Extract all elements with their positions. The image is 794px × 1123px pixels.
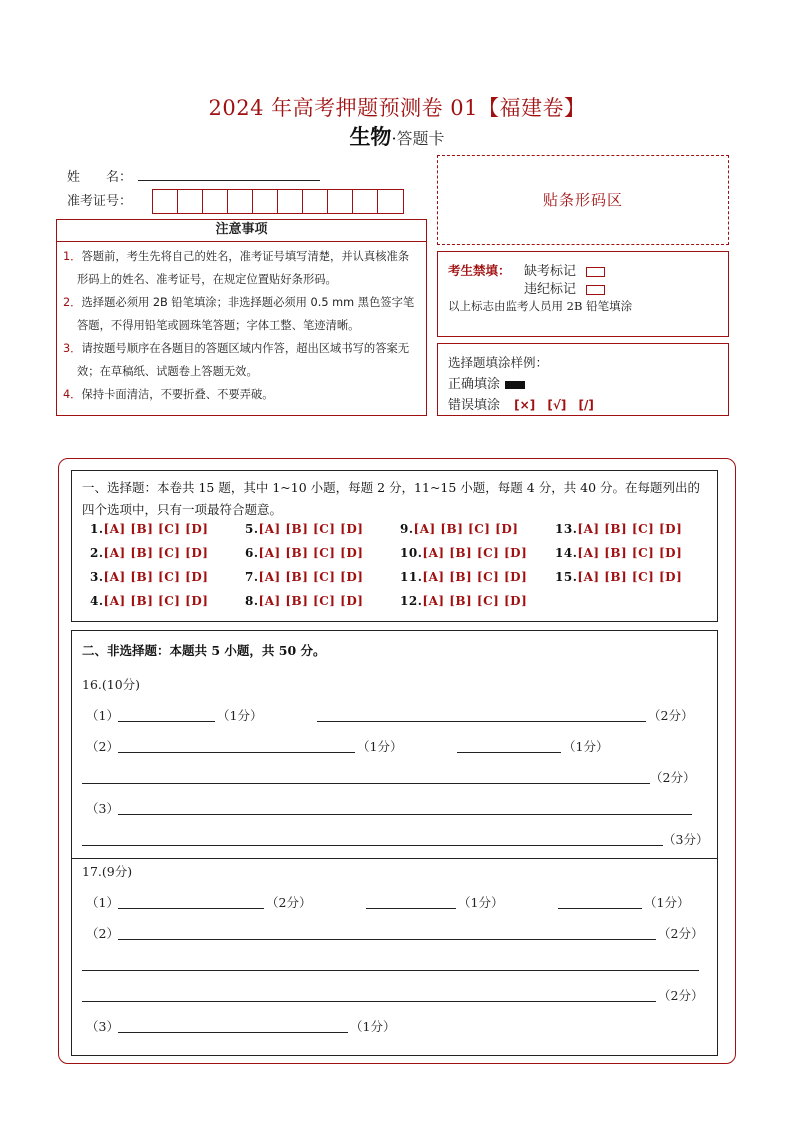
notice-item: 4．保持卡面清洁，不要折叠、不要弄破。 <box>63 388 274 401</box>
violation-mark-row <box>524 278 605 297</box>
q16-part1-label: （1） <box>86 708 119 723</box>
mc-question[interactable]: 9.[A] [B] [C] [D] <box>400 522 519 536</box>
answer-line[interactable] <box>118 908 264 909</box>
id-digit-box[interactable] <box>278 190 303 213</box>
wrong-mark-cross: [×] <box>514 398 536 412</box>
answer-line[interactable] <box>118 939 656 940</box>
answer-line[interactable] <box>82 783 650 784</box>
notice-item: 3．请按题号顺序在各题目的答题区域内作答，超出区域书写的答案无效；在草稿纸、试题卷上答题无效。 <box>63 342 410 378</box>
mc-grid <box>90 522 710 618</box>
mc-question[interactable]: 11.[A] [B] [C] [D] <box>400 570 528 584</box>
answer-line[interactable] <box>82 845 663 846</box>
score-label: （2分） <box>266 895 312 910</box>
mc-question[interactable]: 5.[A] [B] [C] [D] <box>245 522 364 536</box>
question-divider <box>72 858 717 859</box>
mc-question[interactable]: 8.[A] [B] [C] [D] <box>245 594 364 608</box>
mc-question[interactable]: 2.[A] [B] [C] [D] <box>90 546 209 560</box>
prohibition-box <box>437 251 729 337</box>
score-label: （1分） <box>644 895 690 910</box>
mc-question[interactable]: 3.[A] [B] [C] [D] <box>90 570 209 584</box>
card-type: 答题卡 <box>396 129 445 148</box>
section2-box <box>71 630 718 1056</box>
notice-list <box>57 242 426 406</box>
id-digit-box[interactable] <box>253 190 278 213</box>
exam-id-boxes[interactable] <box>152 189 404 214</box>
notice-item: 2．选择题必须用 2B 铅笔填涂；非选择题必须用 0.5 mm 黑色签字笔答题，不得用铅笔或圆珠笔答题；字体工整、笔迹清晰。 <box>63 296 415 332</box>
score-label: （1分） <box>357 739 403 754</box>
q17-part3-label: （3） <box>86 1019 119 1034</box>
absent-checkbox[interactable] <box>586 267 605 277</box>
notice-heading: 注意事项 <box>57 220 426 242</box>
subtitle-separator: · <box>391 129 397 148</box>
section2-title: 二、非选择题：本题共 5 小题，共 50 分。 <box>82 643 326 658</box>
id-digit-box[interactable] <box>153 190 178 213</box>
section1-box <box>71 470 718 622</box>
absent-label: 缺考标记 <box>524 264 577 279</box>
answer-line[interactable] <box>118 721 215 722</box>
wrong-mark-slash: [/] <box>578 398 594 412</box>
q16-part2-label: （2） <box>86 739 119 754</box>
id-label: 准考证号： <box>67 194 133 209</box>
score-label: （2分） <box>648 708 694 723</box>
section1-title: 一、选择题：本卷共 15 题，其中 1~10 小题，每题 2 分，11~15 小题，每题 4 分，共 40 分。在每题列出的四个选项中，只有一项最符合题意。 <box>82 480 701 517</box>
mc-question[interactable]: 15.[A] [B] [C] [D] <box>555 570 683 584</box>
mc-row <box>90 522 710 546</box>
absent-mark-row <box>524 260 605 279</box>
answer-line[interactable] <box>558 908 642 909</box>
name-field[interactable] <box>138 180 320 181</box>
wrong-fill-row <box>448 394 594 413</box>
answer-line[interactable] <box>118 814 692 815</box>
mc-row <box>90 546 710 570</box>
fill-example-box <box>437 343 729 416</box>
barcode-label: 贴条形码区 <box>542 191 623 209</box>
prohibition-label: 考生禁填： <box>448 263 511 278</box>
id-digit-box[interactable] <box>303 190 328 213</box>
score-label: （1分） <box>458 895 504 910</box>
answer-line[interactable] <box>118 1032 348 1033</box>
mc-question[interactable]: 14.[A] [B] [C] [D] <box>555 546 683 560</box>
q17-part2-label: （2） <box>86 926 119 941</box>
mc-row <box>90 594 710 618</box>
correct-fill-label: 正确填涂 <box>448 377 501 392</box>
mc-question[interactable]: 12.[A] [B] [C] [D] <box>400 594 528 608</box>
q17-part1-label: （1） <box>86 895 119 910</box>
score-label: （2分） <box>658 988 704 1003</box>
prohibition-note: 以上标志由监考人员用 2B 铅笔填涂 <box>448 299 633 313</box>
notice-item: 1．答题前，考生先将自己的姓名，准考证号填写清楚，并认真核准条形码上的姓名、准考证号，在规定位置贴好条形码。 <box>63 250 410 286</box>
mc-question[interactable]: 4.[A] [B] [C] [D] <box>90 594 209 608</box>
score-label: （3分） <box>663 832 709 847</box>
q16-heading: 16.(10分) <box>82 677 141 692</box>
subject-name: 生物 <box>349 125 392 149</box>
barcode-area <box>437 155 729 245</box>
id-digit-box[interactable] <box>328 190 353 213</box>
wrong-fill-label: 错误填涂 <box>448 398 501 413</box>
mc-row <box>90 570 710 594</box>
score-label: （1分） <box>217 708 263 723</box>
mc-question[interactable]: 1.[A] [B] [C] [D] <box>90 522 209 536</box>
mc-question[interactable]: 13.[A] [B] [C] [D] <box>555 522 683 536</box>
id-digit-box[interactable] <box>228 190 253 213</box>
fill-example-heading: 选择题填涂样例： <box>448 355 549 370</box>
correct-fill-row <box>448 373 525 392</box>
q17-heading: 17.(9分) <box>82 864 133 879</box>
answer-line[interactable] <box>366 908 456 909</box>
id-digit-box[interactable] <box>353 190 378 213</box>
filled-mark-icon <box>505 381 525 389</box>
violation-label: 违纪标记 <box>524 282 577 297</box>
answer-line[interactable] <box>118 752 355 753</box>
wrong-mark-check: [√] <box>547 398 567 412</box>
answer-line[interactable] <box>317 721 646 722</box>
answer-line[interactable] <box>457 752 561 753</box>
score-label: （1分） <box>350 1019 396 1034</box>
name-label: 姓 名： <box>67 170 133 185</box>
answer-line[interactable] <box>82 1001 656 1002</box>
q16-part3-label: （3） <box>86 801 119 816</box>
score-label: （2分） <box>650 770 696 785</box>
mc-question[interactable]: 7.[A] [B] [C] [D] <box>245 570 364 584</box>
mc-question[interactable]: 6.[A] [B] [C] [D] <box>245 546 364 560</box>
id-digit-box[interactable] <box>203 190 228 213</box>
exam-title: 2024 年高考押题预测卷 01【福建卷】 <box>208 96 586 120</box>
subtitle <box>0 121 794 151</box>
notice-box <box>56 219 427 416</box>
mc-question[interactable]: 10.[A] [B] [C] [D] <box>400 546 528 560</box>
score-label: （2分） <box>658 926 704 941</box>
violation-checkbox[interactable] <box>586 285 605 295</box>
id-digit-box[interactable] <box>378 190 403 213</box>
score-label: （1分） <box>563 739 609 754</box>
id-digit-box[interactable] <box>178 190 203 213</box>
answer-line[interactable] <box>82 970 699 971</box>
